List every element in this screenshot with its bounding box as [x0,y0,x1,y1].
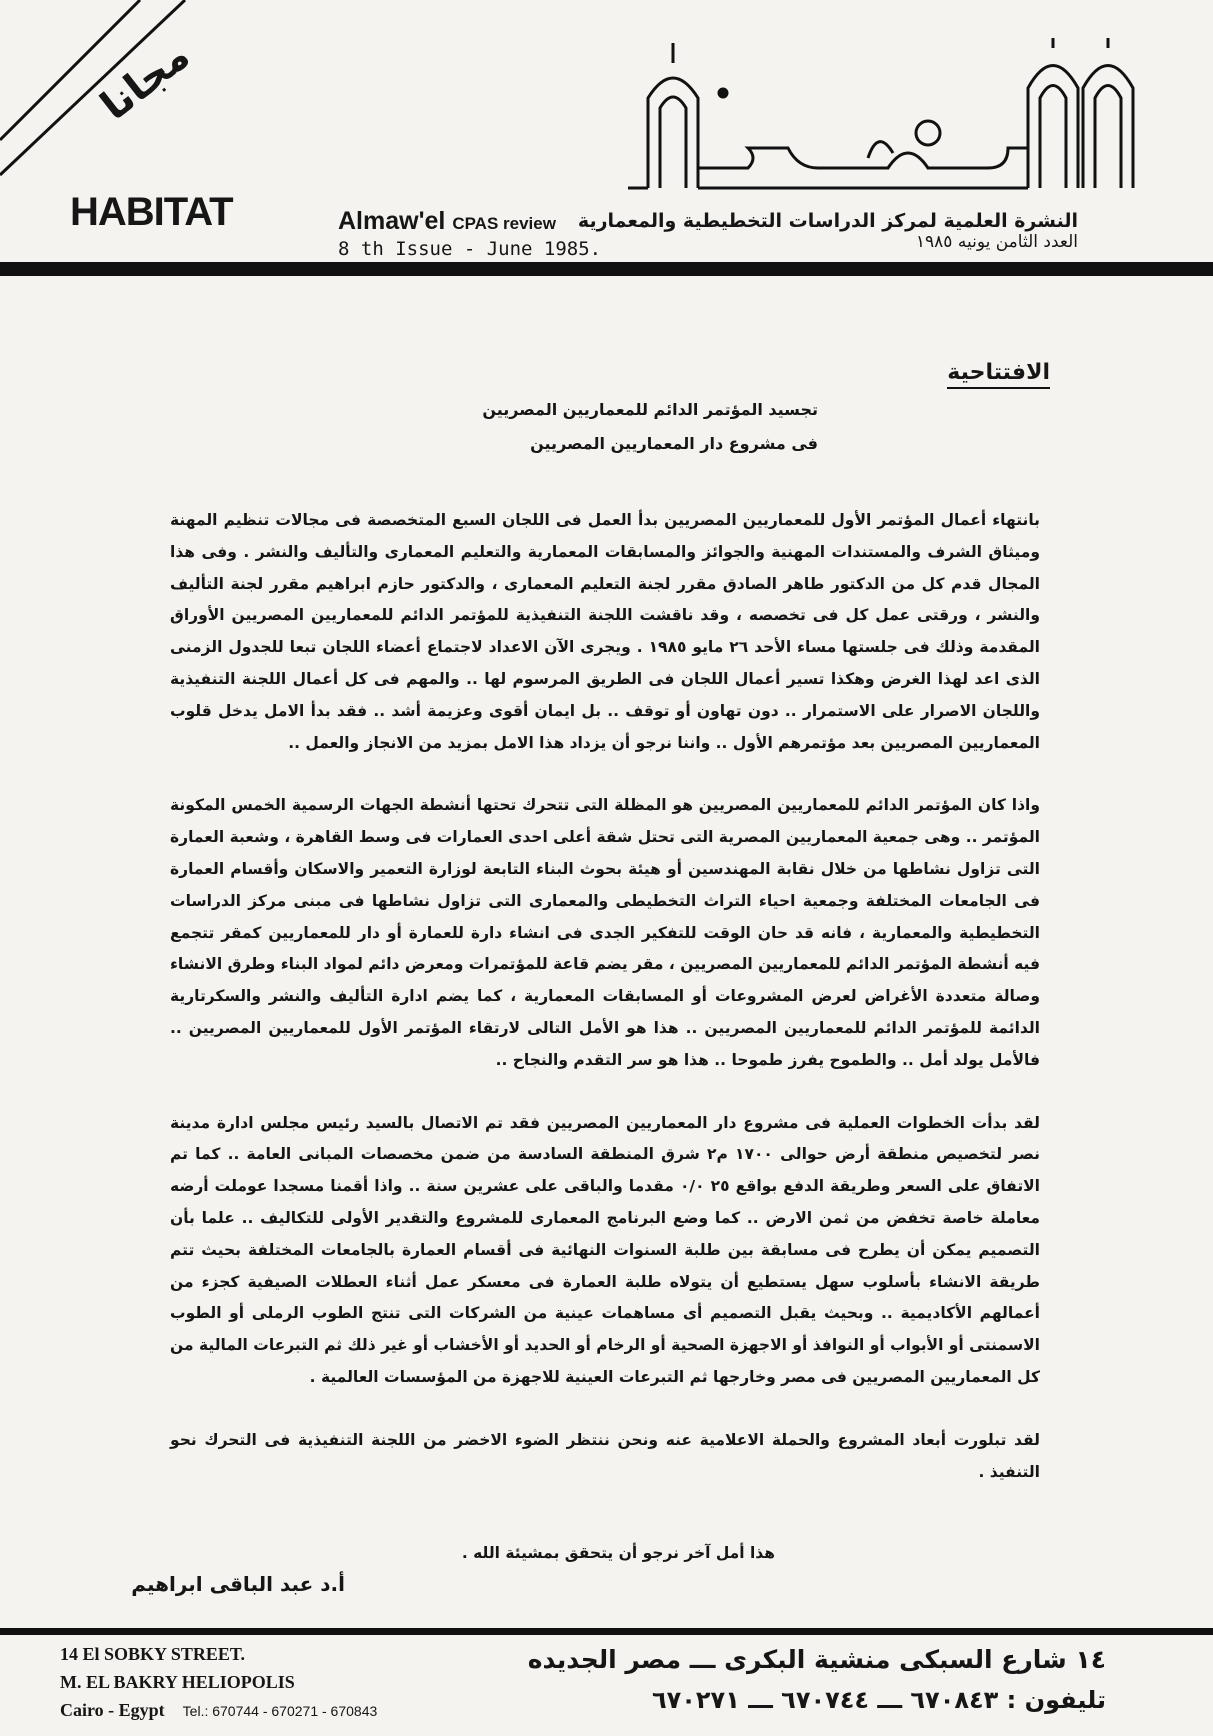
address-line-1: 14 El SOBKY STREET. [60,1644,246,1664]
paragraph: بانتهاء أعمال المؤتمر الأول للمعماريين المصريين بدأ العمل فى اللجان السبع المتخصصة فى مجالات تنظيم المهنة وميثاق الشرف والمستندات المهنية والجوائز والمسابقات المعمارية والتعليم المعمارى والتأليف والنشر . وفى هذا المجال قدم كل من الدكتور طاهر الصادق مقرر لجنة التعليم المعمارى ، والدكتور حازم ابراهيم مقرر لجنة التأليف والنشر ، ورقتى عمل كل فى تخصصه ، وقد ناقشت اللجنة التنفيذية للمؤتمر الدائم للمعماريين المصريين الأوراق المقدمة وذلك فى جلستها مساء الأحد ٢٦ مايو ١٩٨٥ . ويجرى الآن الاعداد لاجتماع أعضاء اللجان تبعا للجدول الزمنى الذى اعد لهذا الغرض وهكذا تسير أعمال اللجان فى الطريق المرسوم لها .. والمهم فى كل أعمال اللجنة التنفيذية واللجان الاصرار على الاستمرار .. دون تهاون أو توقف .. بل ايمان أقوى وعزيمة أشد .. فقد بدأ الامل يدخل قلوب المعماريين المصريين بعد مؤتمرهم الأول .. واننا نرجو أن يزداد هذا الامل بمزيد من الانجاز والعمل .. [170,511,1040,752]
closing-line: هذا أمل آخر نرجو أن يتحقق بمشيئة الله . [461,1544,775,1562]
address-english [60,1624,377,1725]
masthead-name: Almaw'el [338,207,446,235]
habitat-title: HABITAT [70,190,233,234]
signature: أ.د عبد الباقى ابراهيم [131,1572,345,1596]
free-label: مجانا [92,32,199,130]
minaret-logo-icon [628,38,1148,198]
section-title: الافتتاحية [947,360,1050,389]
address-line-3: Cairo - Egypt [60,1700,165,1720]
phones-english: Tel.: 670744 - 670271 - 670843 [182,1703,378,1719]
arabic-phones: تليفون : ٦٧٠٨٤٣ ـــ ٦٧٠٧٤٤ ـــ ٦٧٠٢٧١ [651,1686,1106,1714]
header-rule [0,262,1213,276]
arabic-masthead [578,210,1078,252]
article-subtitle-2: فى مشروع دار المعماريين المصريين [530,434,818,453]
arabic-subtitle: النشرة العلمية لمركز الدراسات التخطيطية والمعمارية [577,210,1078,232]
article-body [170,505,1040,1488]
english-masthead [338,207,601,260]
paragraph: واذا كان المؤتمر الدائم للمعماريين المصريين هو المظلة التى تتحرك تحتها أنشطة الجهات الرسمية الخمس المكونة المؤتمر .. وهى جمعية المعماريين المصرية التى تحتل شقة أعلى احدى العمارات فى وسط القاهرة ، وشعبة العمارة التى تزاول نشاطها من خلال نقابة المهندسين أو هيئة بحوث البناء التابعة لوزارة التعمير والاسكان وأقسام العمارة فى الجامعات المختلفة وجمعية احياء التراث التخطيطى والمعمارى التى تزاول نشاطها فى مبنى مركز الدراسات التخطيطية والمعمارية ، فانه قد حان الوقت للتفكير الجدى فى انشاء دارة للعمارة أو دار للمعماريين كمقر تتجمع فيه أنشطة المؤتمر الدائم للمعماريين المصريين ، مقر يضم قاعة للمؤتمرات ومعرض دائم لمواد البناء وطرق الانشاء وصالة متعددة الأغراض لعرض المشروعات أو المسابقات المعمارية ، كما يضم ادارة التأليف والنشر والسكرتارية الدائمة للمؤتمر الدائم للمعماريين المصريين .. هذا هو الأمل التالى لارتقاء المؤتمر الأول للمعماريين المصريين .. فالأمل يولد أمل .. والطموح يفرز طموحا .. هذا هو سر التقدم والنجاح .. [170,796,1040,1069]
arabic-issue: العدد الثامن يونيه ١٩٨٥ [915,232,1078,252]
article-subtitle-1: تجسيد المؤتمر الدائم للمعماريين المصريين [482,400,818,419]
masthead-suffix: CPAS review [452,214,556,233]
paragraph: لقد بدأت الخطوات العملية فى مشروع دار المعماريين المصريين فقد تم الاتصال بالسيد رئيس مجلس ادارة مدينة نصر لتخصيص منطقة أرض حوالى ١٧٠٠ م٢ شرق المنطقة السادسة من ضمن مخصصات المبانى العامة .. كما تم الاتفاق على السعر وطريقة الدفع بواقع ٢٥ ٠/٠ مقدما والباقى على عشرين سنة .. واذا أقمنا مسجدا عوملت أرضه معاملة خاصة تخفض من ثمن الارض .. كما وضع البرنامج المعمارى للمشروع والتقدير الأولى للتكاليف .. علما بأن التصميم يمكن أن يطرح فى مسابقة بين طلبة السنوات النهائية فى أقسام العمارة بالجامعات المختلفة بحيث تتم طريقة الانشاء بأسلوب سهل يستطيع أن يتولاه طلبة العمارة فى معسكر عمل أثناء العطلات الصيفية كجزء من أعمالهم الأكاديمية .. وبحيث يقبل التصميم أى مساهمات عينية من الشركات التى تنتج الطوب الرملى أو الطوب الاسمنتى أو الأبواب أو النوافذ أو الاجهزة الصحية أو الرخام أو الحديد أو الأخشاب أو غير ذلك ثم التبرعات المالية من كل المعماريين المصريين فى مصر وخارجها ثم التبرعات العينية للاجهزة من المؤسسات العالمية . [170,1113,1040,1386]
arabic-address: ١٤ شارع السبكى منشية البكرى ـــ مصر الجديده [527,1645,1106,1674]
issue-date: 8 th Issue - June 1985. [338,238,602,260]
paragraph: لقد تبلورت أبعاد المشروع والحملة الاعلامية عنه ونحن ننتظر الضوء الاخضر من اللجنة التنفيذية فى التحرك نحو التنفيذ . [170,1430,1040,1481]
almawel-logo [628,38,1148,198]
address-arabic [528,1645,1106,1714]
address-line-2: M. EL BAKRY HELIOPOLIS [60,1672,295,1692]
